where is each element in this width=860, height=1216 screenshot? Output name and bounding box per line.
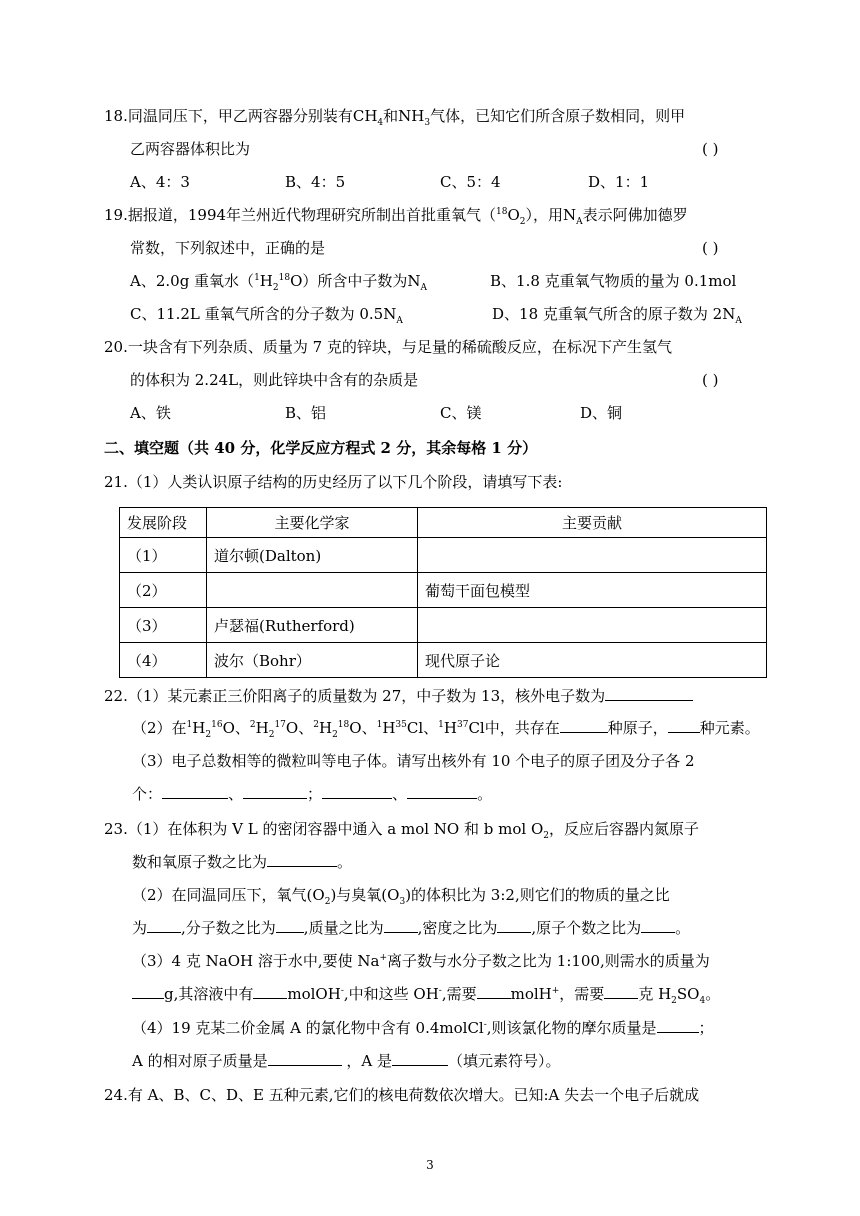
q23-line7: （4）19 克某二价金属 A 的氯化物中含有 0.4molCl-,则该氯化物的摩尔质量是 ； [132,1019,714,1037]
q18-line1: 18.同温同压下，甲乙两容器分别装有$CH_4$和$NH_3$气体，已知它们所含原子数相同，则甲 [104,107,686,128]
answer-blank[interactable] [253,984,287,999]
q19-option-b: B、1.8 克重氧气物质的量为 0.1mol [490,272,737,290]
q23-line6: g,其溶液中有 molOH-,中和这些 OH-,需要 molH+，需要 克 $H_2SO_4$。 [132,984,720,1004]
answer-blank[interactable] [407,784,477,799]
answer-blank[interactable] [162,784,228,799]
table-cell: （2） [120,573,207,608]
answer-blank[interactable] [132,984,164,999]
table-row [120,608,767,643]
table-cell: （4） [120,643,207,678]
q21-line1: 21.（1）人类认识原子结构的历史经历了以下几个阶段，请填写下表: [104,473,563,491]
q20-option-b: B、铝 [285,404,327,422]
q23-line8: A 的相对原子质量是 ，A 是 （填元素符号）。 [132,1052,561,1070]
table-header-row [120,508,767,538]
table-cell: 卢瑟福(Rutherford) [207,608,418,643]
q18-option-a: A、4：3 [130,173,190,191]
answer-blank[interactable] [268,1051,342,1066]
answer-blank[interactable] [322,784,392,799]
answer-blank[interactable] [477,984,511,999]
table-row [120,538,767,573]
answer-blank[interactable] [641,918,675,933]
q22-line4: 个： 、 ； 、 。 [132,785,493,803]
q22-line2: （2）在$^1H_2^{16}O$、$^2H_2^{17}O$、$^2H_2^{18}O$、$^1H^{35}Cl$、$^1H^{37}Cl$中，共存在 种原子， 种元素。 [132,719,760,740]
table-header-cell: 主要贡献 [418,508,767,538]
q20-answer-paren: ( ) [702,371,719,389]
q23-line3: （2）在同温同压下，氧气$(O_2)$与臭氧$(O_3)$的体积比为 3:2,则它们的物质的量之比 [132,886,670,907]
table-cell: （1） [120,538,207,573]
q22-line3: （3）电子总数相等的微粒叫等电子体。请写出核外有 10 个电子的原子团及分子各 2 [132,752,695,770]
answer-blank[interactable] [668,718,700,733]
q18-option-d: D、1：1 [588,173,650,191]
table-header-cell: 发展阶段 [120,508,207,538]
page-number: 3 [426,1158,434,1172]
table-cell [418,608,767,643]
q23-line1: 23.（1）在体积为 V L 的密闭容器中通入 a mol NO 和 b mol $O_2$，反应后容器内氮原子 [104,820,699,841]
q23-line5: （3）4 克 NaOH 溶于水中,要使 Na+离子数与水分子数之比为 1:100,则需水的质量为 [132,952,710,970]
table-cell: 道尔顿(Dalton) [207,538,418,573]
answer-blank[interactable] [604,984,638,999]
q19-option-a: A、2.0g 重氧水$(^1H_2^{18}O)$所含中子数为$N_A$ [130,272,428,293]
q19-option-d: D、18 克重氧气所含的原子数为 $2N_A$ [492,305,742,326]
table-cell: 波尔（Bohr） [207,643,418,678]
section-2-title: 二、填空题（共 40 分，化学反应方程式 2 分，其余每格 1 分） [104,439,538,457]
q24-line1: 24.有 A、B、C、D、E 五种元素,它们的核电荷数依次增大。已知:A 失去一个电子后就成 [104,1086,700,1104]
table-cell: 现代原子论 [418,643,767,678]
table-row [120,573,767,608]
table-row [120,643,767,678]
table-cell: （3） [120,608,207,643]
answer-blank[interactable] [560,718,608,733]
table-header-cell: 主要化学家 [207,508,418,538]
q20-option-d: D、铜 [580,404,623,422]
q18-answer-paren: ( ) [702,140,719,158]
atomic-history-table [119,507,767,678]
q22-line1: 22.（1）某元素正三价阳离子的质量数为 27，中子数为 13，核外电子数为 [104,686,693,706]
q23-line2: 数和氧原子数之比为 。 [132,853,353,871]
q20-option-c: C、镁 [440,404,482,422]
q18-option-b: B、4：5 [285,173,346,191]
q19-answer-paren: ( ) [702,239,719,257]
q19-line2: 常数，下列叙述中，正确的是 [130,239,326,257]
answer-blank[interactable] [147,918,181,933]
q18-line2: 乙两容器体积比为 [130,140,251,158]
table-cell [418,538,767,573]
answer-blank[interactable] [605,686,693,701]
q20-line2: 的体积为 2.24L，则此锌块中含有的杂质是 [130,371,419,389]
q20-option-a: A、铁 [130,404,171,422]
q20-line1: 20.一块含有下列杂质、质量为 7 克的锌块，与足量的稀硫酸反应，在标况下产生氢气 [104,338,672,356]
q23-line4: 为 ,分子数之比为 ,质量之比为 ,密度之比为 ,原子个数之比为 。 [132,919,691,937]
answer-blank[interactable] [267,852,337,867]
answer-blank[interactable] [392,1051,448,1066]
table-cell [207,573,418,608]
table-cell: 葡萄干面包模型 [418,573,767,608]
answer-blank[interactable] [657,1018,699,1033]
answer-blank[interactable] [497,918,531,933]
q18-option-c: C、5：4 [440,173,501,191]
q19-line1: 19.据报道，1994年兰州近代物理研究所制出首批重氧气$(^{18}O_2)$，用$N_A$表示阿佛加德罗 [104,206,688,227]
q19-option-c: C、11.2L 重氧气所含的分子数为 $0.5N_A$ [130,305,403,326]
answer-blank[interactable] [243,784,307,799]
answer-blank[interactable] [384,918,418,933]
answer-blank[interactable] [276,918,304,933]
